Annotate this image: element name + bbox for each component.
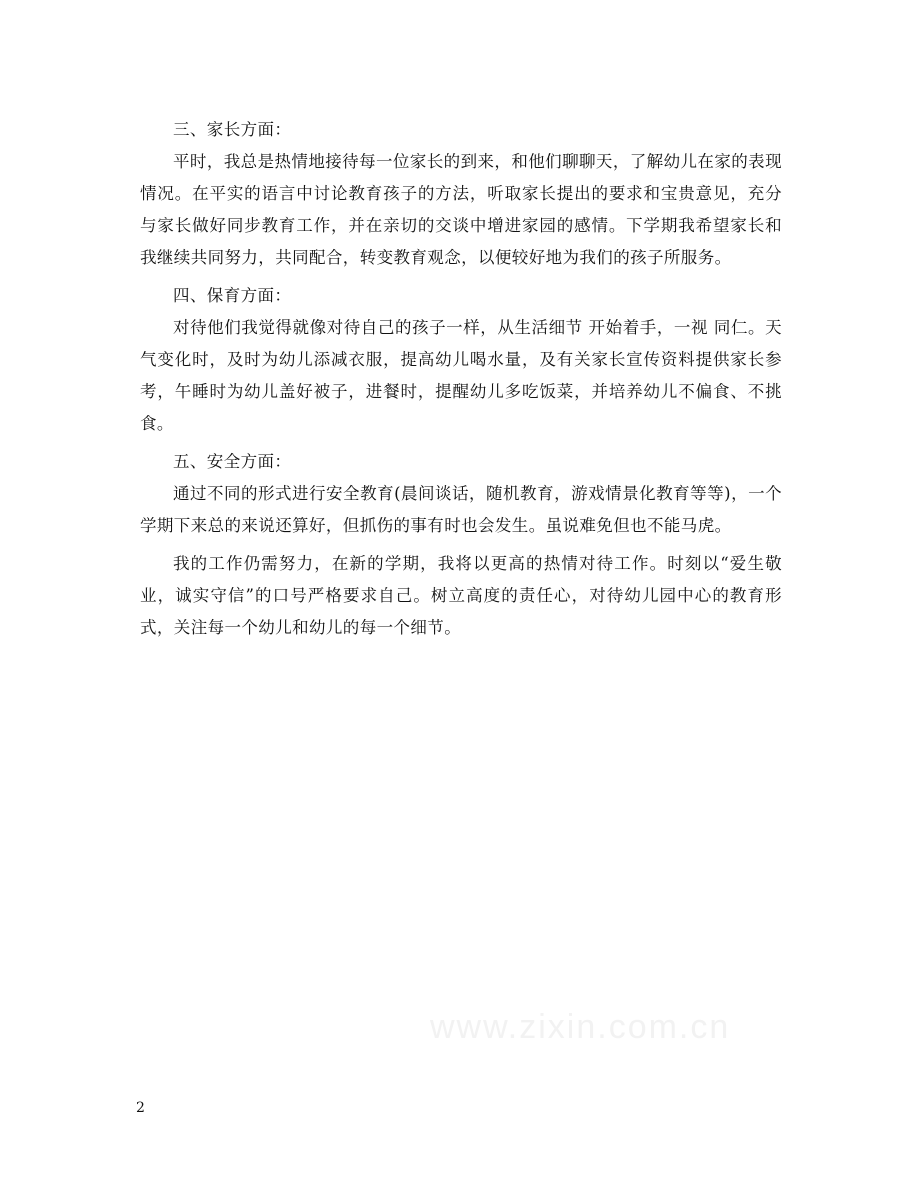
section-heading-safety: 五、安全方面：	[173, 452, 292, 471]
section-body-parents: 平时，我总是热情地接待每一位家长的到来，和他们聊聊天，了解幼儿在家的表现情况。在平实的语言中讨论教育孩子的方法，听取家长提出的要求和宝贵意见，充分与家长做好同步教育工作，并在亲切的交谈中增进家园的感情。下学期我希望家长和我继续共同努力，共同配合，转变教育观念，以便较好地为我们的孩子所服务。	[140, 152, 782, 267]
watermark: www.zixin.com.cn	[430, 1008, 731, 1046]
closing-paragraph: 我的工作仍需努力，在新的学期，我将以更高的热情对待工作。时刻以“爱生敬业，诚实守信”的口号严格要求自己。树立高度的责任心，对待幼儿园中心的教育形式，关注每一个幼儿和幼儿的每一个细节。	[140, 554, 782, 637]
section-heading-care: 四、保育方面：	[173, 286, 292, 305]
document-body	[140, 114, 782, 644]
section-body-care: 对待他们我觉得就像对待自己的孩子一样，从生活细节 开始着手，一视 同仁。天气变化时，及时为幼儿添减衣服，提高幼儿喝水量，及有关家长宣传资料提供家长参考，午睡时为幼儿盖好被子，进餐时，提醒幼儿多吃饭菜，并培养幼儿不偏食、不挑食。	[140, 318, 782, 433]
page-number: 2	[136, 1100, 145, 1116]
section-body-safety: 通过不同的形式进行安全教育(晨间谈话，随机教育，游戏情景化教育等等)，一个学期下来总的来说还算好，但抓伤的事有时也会发生。虽说难免但也不能马虎。	[140, 484, 782, 535]
section-heading-parents: 三、家长方面：	[173, 120, 292, 139]
